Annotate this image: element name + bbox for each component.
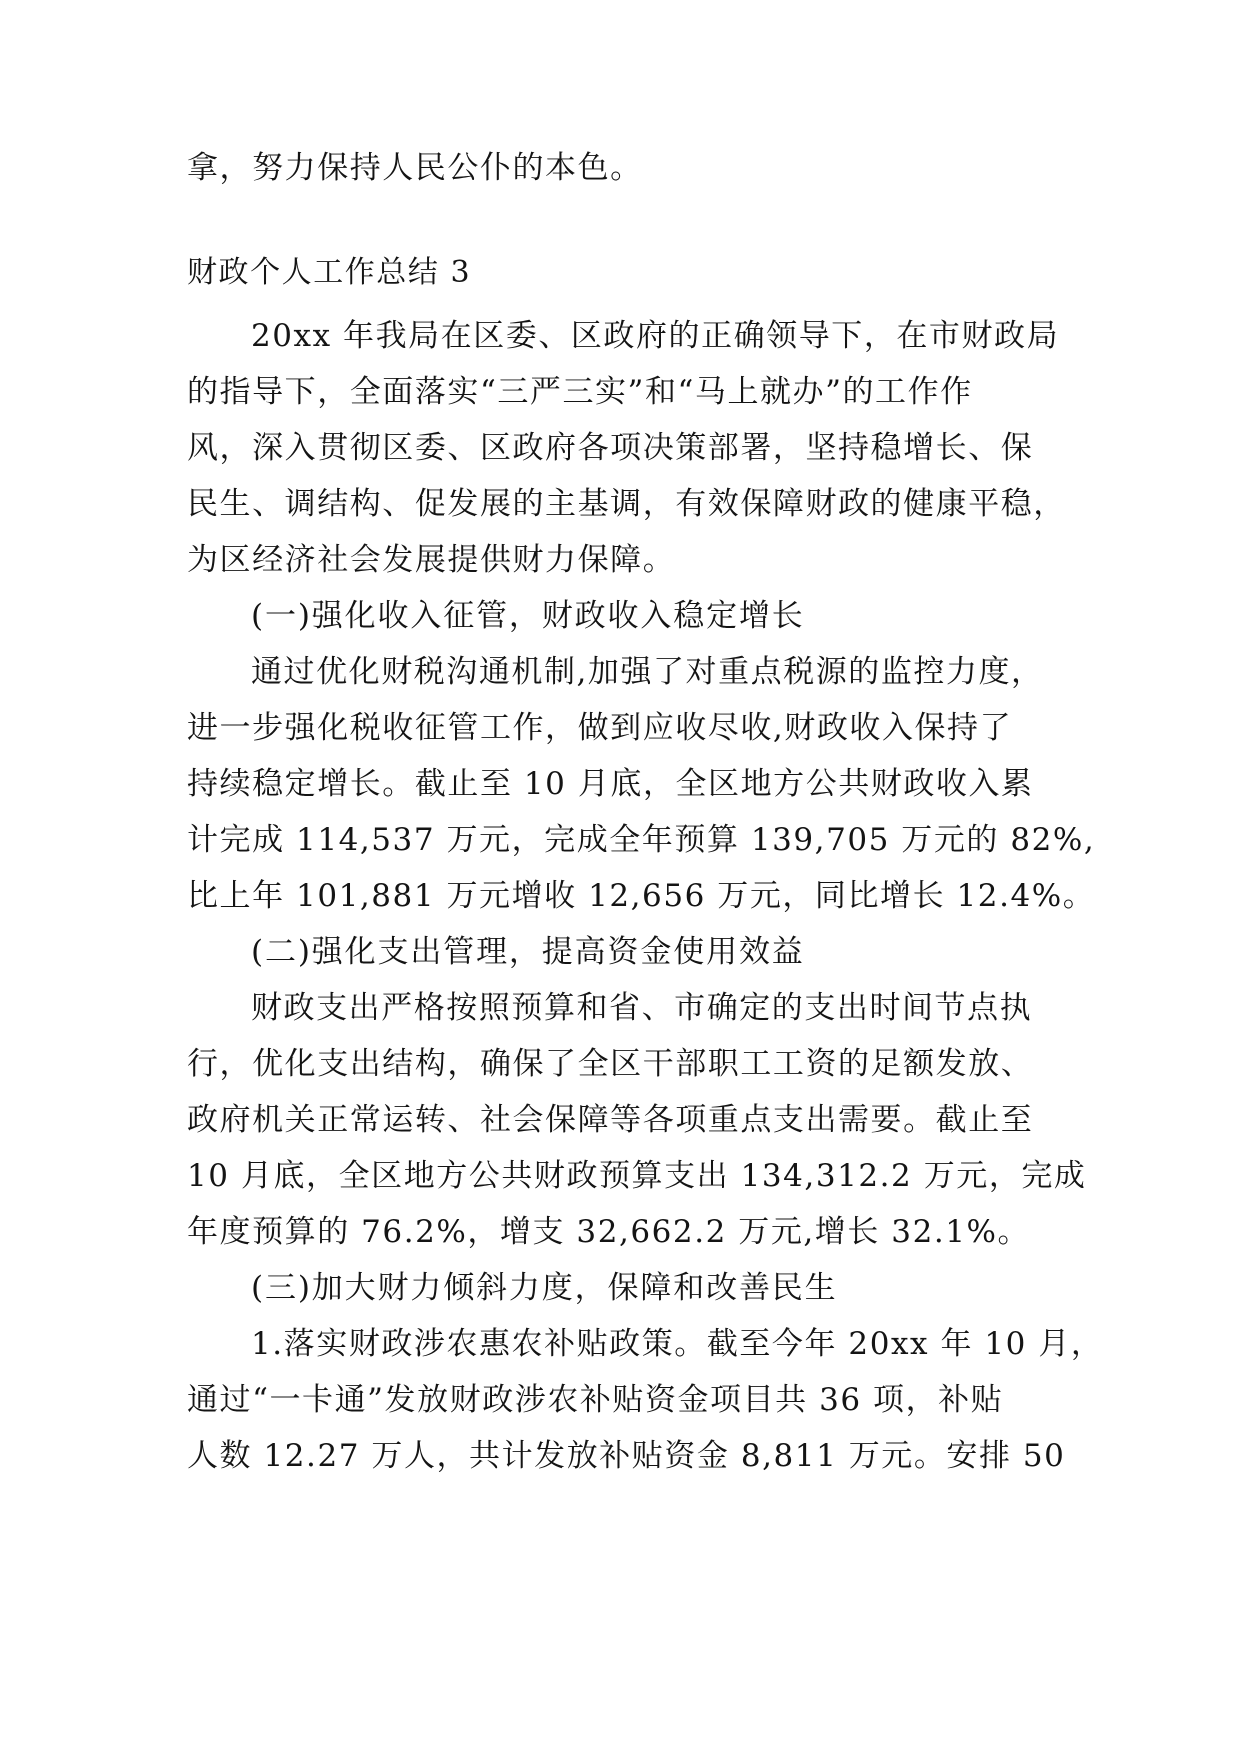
paragraph-line: 民生、调结构、促发展的主基调，有效保障财政的健康平稳， bbox=[187, 486, 1066, 522]
section-title: 财政个人工作总结 3 bbox=[187, 255, 472, 290]
paragraph-line: 行，优化支出结构，确保了全区干部职工工资的足额发放、 bbox=[187, 1046, 1034, 1082]
paragraph-line: 计完成 114,537 万元，完成全年预算 139,705 万元的 82%, bbox=[187, 822, 1096, 858]
paragraph-line: 年度预算的 76.2%，增支 32,662.2 万元,增长 32.1%。 bbox=[187, 1214, 1031, 1250]
paragraph-line: 通过优化财税沟通机制,加强了对重点税源的监控力度， bbox=[251, 654, 1044, 690]
subsection-heading: (一)强化收入征管，财政收入稳定增长 bbox=[251, 598, 805, 634]
paragraph-line: 1.落实财政涉农惠农补贴政策。截至今年 20xx 年 10 月， bbox=[251, 1326, 1104, 1362]
paragraph-line: 的指导下，全面落实“三严三实”和“马上就办”的工作作 bbox=[187, 374, 973, 410]
subsection-heading: (三)加大财力倾斜力度，保障和改善民生 bbox=[251, 1270, 838, 1306]
paragraph-line: 持续稳定增长。截止至 10 月底，全区地方公共财政收入累 bbox=[187, 766, 1034, 802]
paragraph-line: 政府机关正常运转、社会保障等各项重点支出需要。截止至 bbox=[187, 1102, 1034, 1138]
paragraph-line: 通过“一卡通”发放财政涉农补贴资金项目共 36 项，补贴 bbox=[187, 1382, 1004, 1418]
subsection-heading: (二)强化支出管理，提高资金使用效益 bbox=[251, 934, 805, 970]
paragraph-line: 财政支出严格按照预算和省、市确定的支出时间节点执 bbox=[251, 990, 1033, 1026]
paragraph-line: 比上年 101,881 万元增收 12,656 万元，同比增长 12.4%。 bbox=[187, 878, 1096, 914]
paragraph-line: 风，深入贯彻区委、区政府各项决策部署，坚持稳增长、保 bbox=[187, 430, 1034, 466]
paragraph-line: 人数 12.27 万人，共计发放补贴资金 8,811 万元。安排 50 bbox=[187, 1438, 1066, 1474]
paragraph-line: 拿，努力保持人民公仆的本色。 bbox=[187, 150, 643, 186]
paragraph-line: 进一步强化税收征管工作，做到应收尽收,财政收入保持了 bbox=[187, 710, 1013, 746]
paragraph-line: 为区经济社会发展提供财力保障。 bbox=[187, 542, 676, 578]
paragraph-line: 10 月底，全区地方公共财政预算支出 134,312.2 万元，完成 bbox=[187, 1158, 1087, 1194]
paragraph-line: 20xx 年我局在区委、区政府的正确领导下，在市财政局 bbox=[251, 318, 1060, 354]
